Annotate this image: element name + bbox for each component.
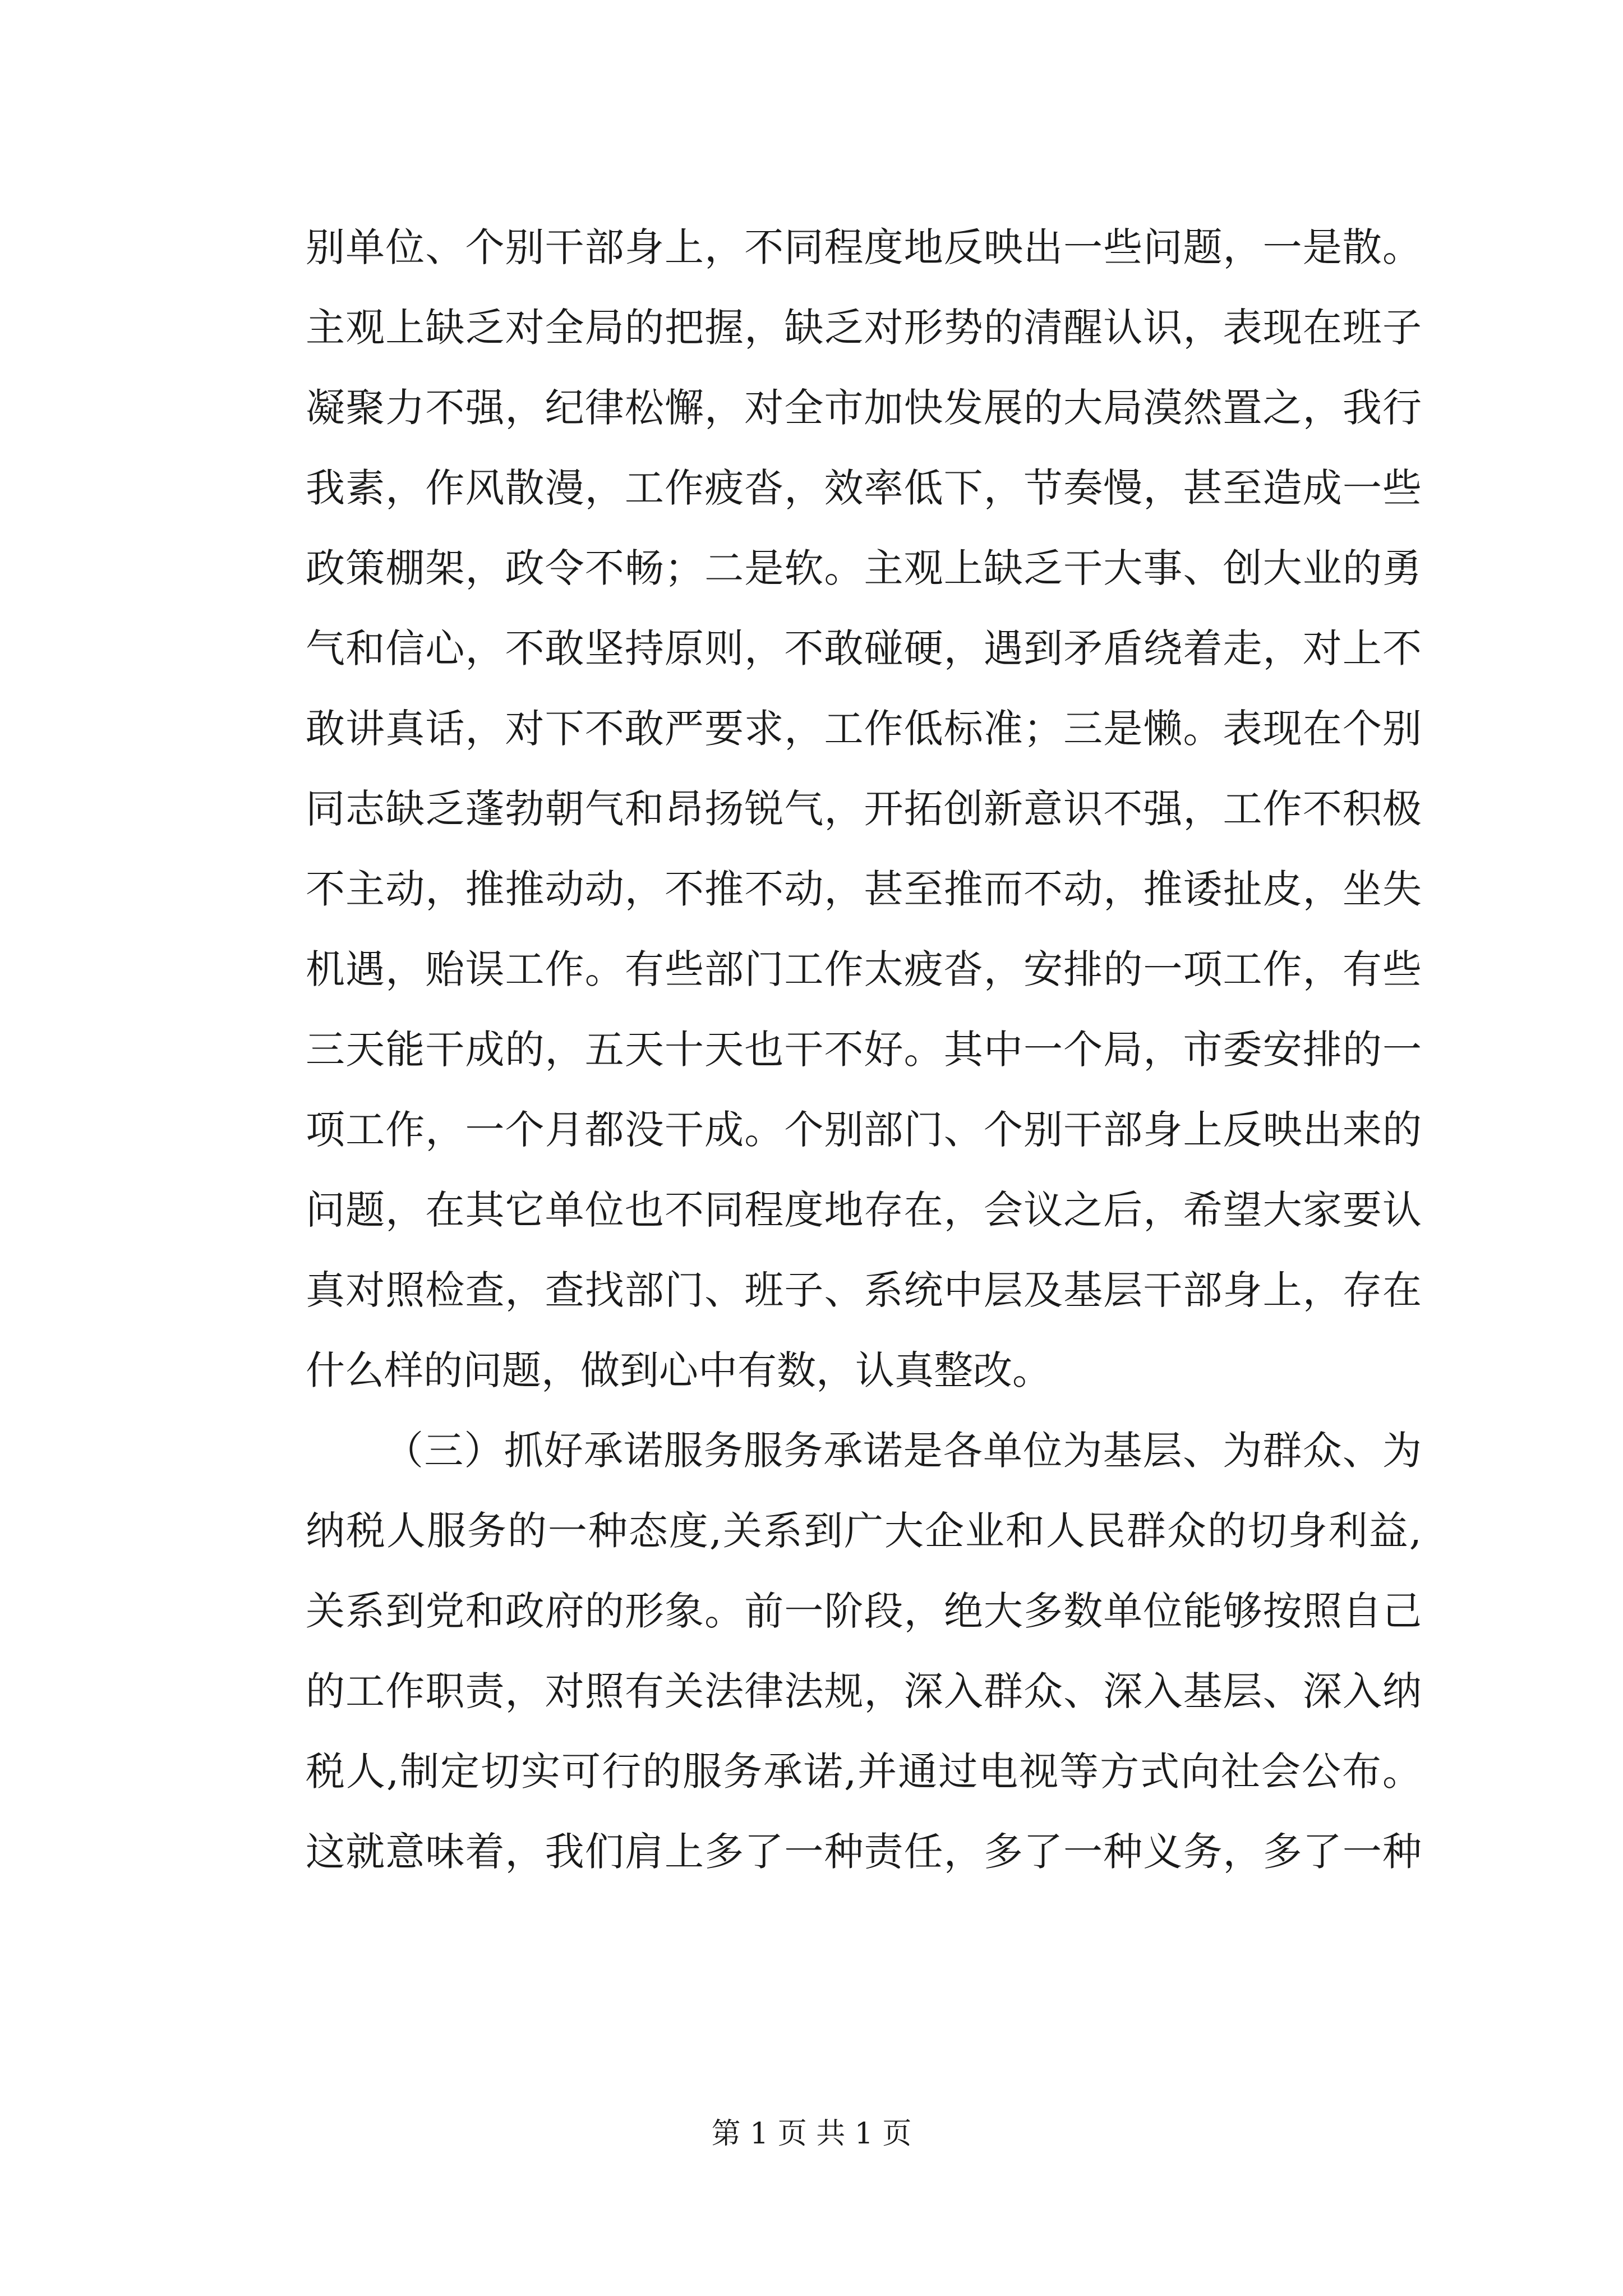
text-line: 三天能干成的，五天十天也干不好。其中一个局，市委安排的一 (306, 1027, 1422, 1073)
text-line: 敢讲真话，对下不敢严要求，工作低标准；三是懒。表现在个别 (306, 706, 1422, 752)
text-line: 问题，在其它单位也不同程度地存在，会议之后，希望大家要认 (306, 1187, 1422, 1233)
text-line: 政策棚架，政令不畅；二是软。主观上缺乏干大事、创大业的勇 (306, 545, 1422, 591)
text-line: 凝聚力不强，纪律松懈，对全市加快发展的大局漠然置之，我行 (306, 385, 1422, 431)
text-line: 我素，作风散漫，工作疲沓，效率低下，节奏慢，甚至造成一些 (306, 465, 1422, 511)
text-line: 别单位、个别干部身上，不同程度地反映出一些问题，一是散。 (306, 224, 1422, 270)
text-line: 同志缺乏蓬勃朝气和昂扬锐气，开拓创新意识不强，工作不积极 (306, 786, 1422, 832)
text-line: 项工作，一个月都没干成。个别部门、个别干部身上反映出来的 (306, 1107, 1422, 1153)
text-line: 不主动，推推动动，不推不动，甚至推而不动，推诿扯皮，坐失 (306, 866, 1422, 912)
text-line: 真对照检查，查找部门、班子、系统中层及基层干部身上，存在 (306, 1267, 1422, 1313)
text-line: 机遇，贻误工作。有些部门工作太疲沓，安排的一项工作，有些 (306, 946, 1422, 992)
page-number-footer: 第 1 页 共 1 页 (711, 2117, 912, 2151)
section-heading-line: （三）抓好承诺服务服务承诺是各单位为基层、为群众、为 (384, 1428, 1422, 1474)
text-line: 的工作职责，对照有关法律法规，深入群众、深入基层、深入纳 (306, 1668, 1422, 1714)
text-line: 什么样的问题，做到心中有数，认真整改。 (306, 1347, 1052, 1393)
text-line: 气和信心，不敢坚持原则，不敢碰硬，遇到矛盾绕着走，对上不 (306, 625, 1422, 671)
text-line: 这就意味着，我们肩上多了一种责任，多了一种义务，多了一种 (306, 1829, 1422, 1875)
body-text (306, 208, 1422, 1892)
text-line: 纳税人服务的一种态度,关系到广大企业和人民群众的切身利益, (306, 1508, 1422, 1554)
text-line: 主观上缺乏对全局的把握，缺乏对形势的清醒认识，表现在班子 (306, 305, 1422, 351)
text-line: 税人,制定切实可行的服务承诺,并通过电视等方式向社会公布。 (306, 1749, 1422, 1795)
text-line: 关系到党和政府的形象。前一阶段，绝大多数单位能够按照自己 (306, 1588, 1422, 1634)
